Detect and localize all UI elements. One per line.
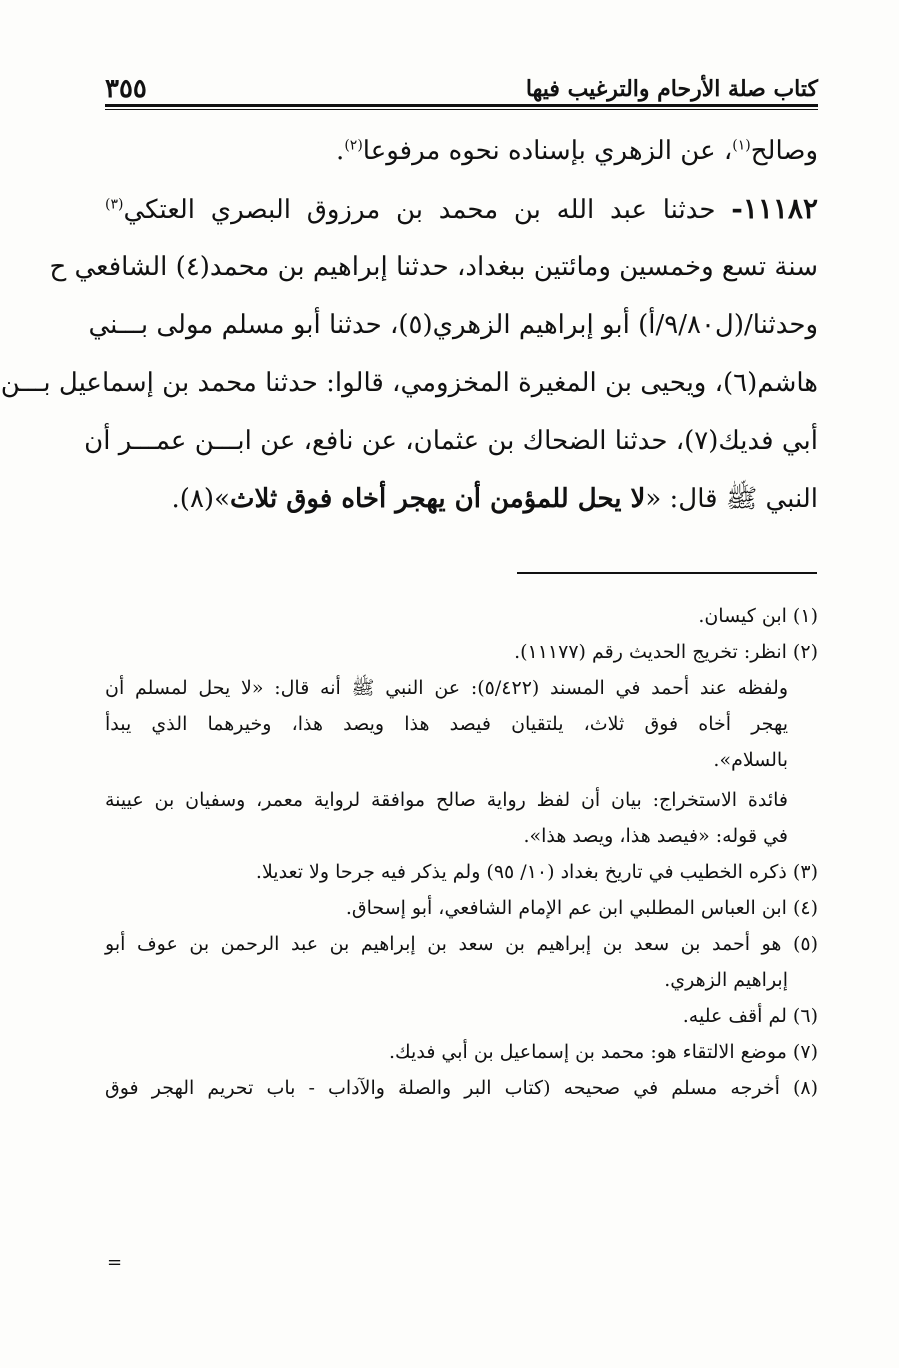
text-line-1: وصالح$^{(١)}$، عن الزهري بإسناده نحوه مرفوعا$^{(٢)}$.	[336, 136, 818, 166]
footnote-separator	[517, 572, 817, 574]
footnote-2-line: ولفظه عند أحمد في المسند (٥/٤٢٢): عن النبي ﷺ أنه قال: «لا يحل لمسلم أن	[105, 677, 788, 699]
footnote-2-line: فائدة الاستخراج: بيان أن لفظ رواية صالح موافقة لرواية معمر، وسفيان بن عيينة	[105, 789, 788, 811]
text-line-6: أبي فديك(٧)، حدثنا الضحاك بن عثمان، عن نافع، عن ابـــن عمـــر أن	[84, 426, 818, 456]
page-header	[105, 70, 818, 104]
footnote-3: (٣) ذكره الخطيب في تاريخ بغداد (١٠/ ٩٥) ولم يذكر فيه جرحا ولا تعديلا.	[255, 861, 818, 883]
footnote-5: (٥) هو أحمد بن سعد بن إبراهيم بن سعد بن إبراهيم بن عبد الرحمن بن عوف أبو	[105, 933, 818, 955]
footnote-2-line: يهجر أخاه فوق ثلاث، يلتقيان فيصد هذا ويصد هذا، وخيرهما الذي يبدأ	[105, 713, 788, 735]
text-line-7: النبي ﷺ قال: «لا يحل للمؤمن أن يهجر أخاه فوق ثلاث»(٨).	[171, 484, 818, 514]
footnote-1: (١) ابن كيسان.	[698, 605, 818, 627]
hadith-text: لا يحل للمؤمن أن يهجر أخاه فوق ثلاث	[229, 484, 646, 514]
footnote-2-line: في قوله: «فيصد هذا، ويصد هذا».	[523, 825, 788, 847]
running-title: كتاب صلة الأرحام والترغيب فيها	[525, 76, 818, 102]
footnote-6: (٦) لم أقف عليه.	[682, 1005, 818, 1027]
hadith-number: ١١١٨٢-	[731, 192, 819, 225]
footnote-2-line: بالسلام».	[713, 749, 788, 771]
text-line-2: ١١١٨٢- حدثنا عبد الله بن محمد بن مرزوق البصري العتكي$^{(٣)}$	[105, 192, 819, 225]
text-line-5: هاشم(٦)، ويحيى بن المغيرة المخزومي، قالوا: حدثنا محمد بن إسماعيل بـــن	[0, 368, 818, 398]
footnote-4: (٤) ابن العباس المطلبي ابن عم الإمام الشافعي، أبو إسحاق.	[345, 897, 818, 919]
footnotes	[105, 598, 818, 1106]
main-text	[0, 122, 819, 528]
page-number: ٣٥٥	[105, 74, 147, 104]
text-line-4: وحدثنا/(ل٩/٨٠/أ) أبو إبراهيم الزهري(٥)، حدثنا أبو مسلم مولى بـــني	[88, 310, 818, 340]
footnote-5-line: إبراهيم الزهري.	[664, 969, 788, 991]
footnote-8: (٨) أخرجه مسلم في صحيحه (كتاب البر والصلة والآداب - باب تحريم الهجر فوق	[105, 1077, 818, 1099]
header-rule-thick	[105, 104, 818, 107]
continuation-mark: =	[107, 1252, 123, 1273]
text-line-3: سنة تسع وخمسين ومائتين ببغداد، حدثنا إبراهيم بن محمد(٤) الشافعي ح	[49, 252, 818, 282]
footnote-7: (٧) موضع الالتقاء هو: محمد بن إسماعيل بن أبي فديك.	[389, 1041, 818, 1063]
footnote-2: (٢) انظر: تخريج الحديث رقم (١١١٧٧).	[514, 641, 818, 663]
header-rule-thin	[105, 109, 818, 110]
